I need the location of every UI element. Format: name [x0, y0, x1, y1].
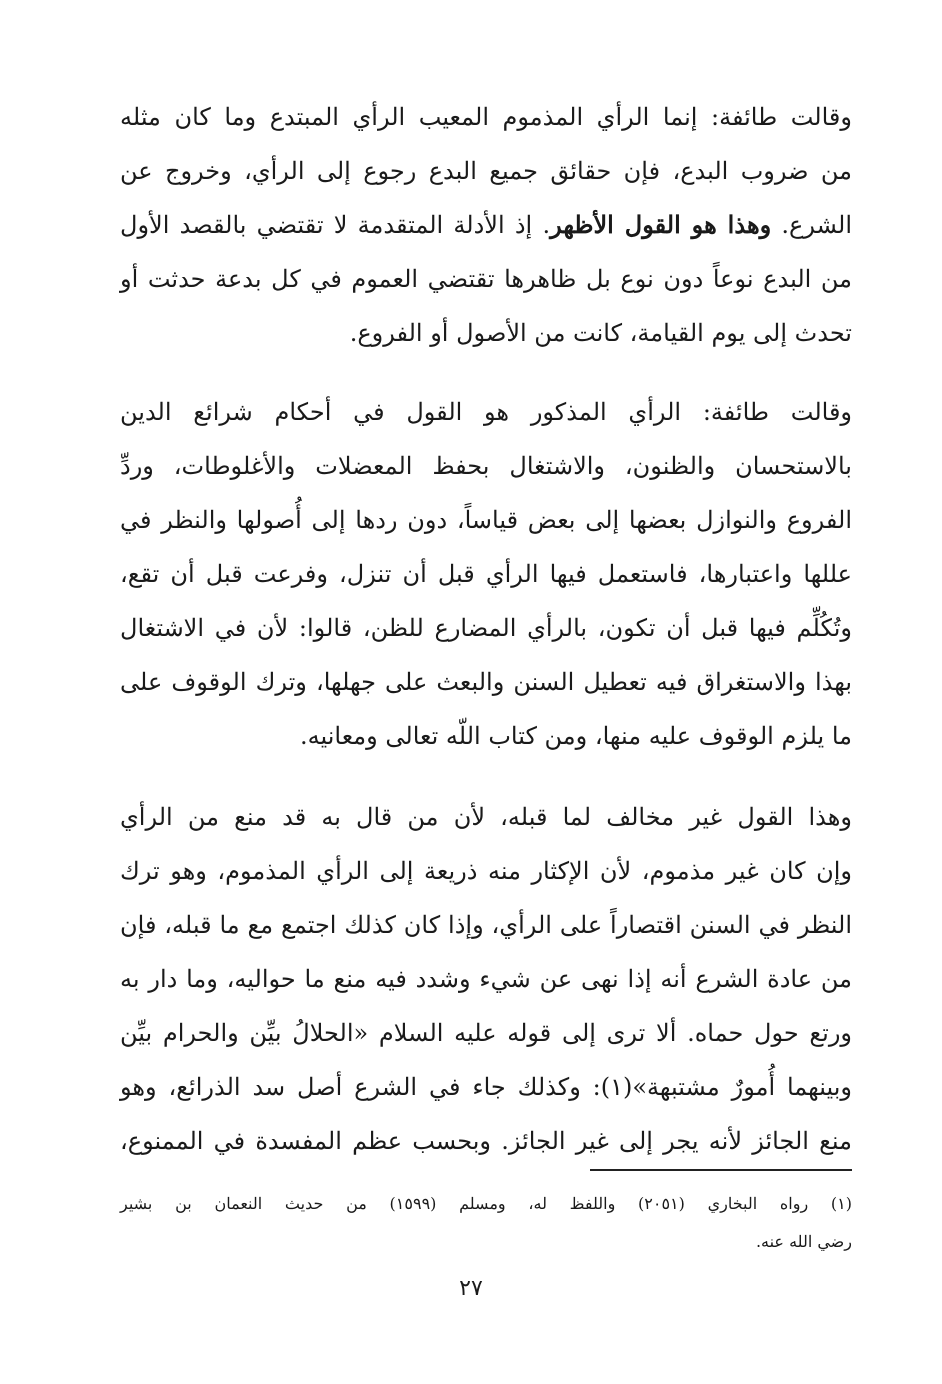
footnote: [120, 1185, 852, 1261]
text-line: تحدث إلى يوم القيامة، كانت من الأصول أو الفروع.: [349, 319, 852, 347]
text-line: وبينهما أُمورٌ مشتبهة»(١): وكذلك جاء في الشرع أصل سد الذرائع، وهو: [120, 1073, 852, 1101]
text-line: بهذا والاستغراق فيه تعطيل السنن والبعث على جهلها، وترك الوقوف على: [120, 668, 852, 696]
footnote-separator: [590, 1169, 852, 1171]
text-line: النظر في السنن اقتصاراً على الرأي، وإذا كان كذلك اجتمع مع ما قبله، فإن: [120, 911, 852, 939]
text-line: منع الجائز لأنه يجر إلى غير الجائز. وبحسب عظم المفسدة في الممنوع،: [120, 1127, 852, 1155]
text-line-with-bold: [120, 198, 852, 252]
text-line: وقالت طائفة: الرأي المذكور هو القول في أحكام شرائع الدين: [120, 398, 852, 426]
text-line: من ضروب البدع، فإن حقائق جميع البدع رجوع إلى الرأي، وخروج عن: [120, 157, 852, 185]
bold-phrase: وهذا هو القول الأظهر: [550, 210, 772, 239]
paragraph-3: [120, 790, 852, 1168]
text-line: ما يلزم الوقوف عليه منها، ومن كتاب اللّه تعالى ومعانيه.: [300, 722, 852, 750]
text-line: عللها واعتبارها، فاستعمل فيها الرأي قبل أن تنزل، وفرعت قبل أن تقع،: [120, 560, 852, 588]
text-segment: الشرع.: [771, 211, 852, 239]
text-line: وإن كان غير مذموم، لأن الإكثار منه ذريعة إلى الرأي المذموم، وهو ترك: [120, 857, 852, 885]
text-line: بالاستحسان والظنون، والاشتغال بحفظ المعضلات والأغلوطات، وردِّ: [120, 452, 852, 480]
text-line: من عادة الشرع أنه إذا نهى عن شيء وشدد فيه منع ما حواليه، وما دار به: [120, 965, 852, 993]
text-line: ورتع حول حماه. ألا ترى إلى قوله عليه السلام «الحلالُ بيِّن والحرام بيِّن: [120, 1019, 852, 1047]
text-line: الفروع والنوازل بعضها إلى بعض قياساً، دون ردها إلى أُصولها والنظر في: [120, 506, 852, 534]
text-line: وتُكُلِّم فيها قبل أن تكون، بالرأي المضارع للظن، قالوا: لأن في الاشتغال: [120, 614, 852, 642]
text-line: من البدع نوعاً دون نوع بل ظاهرها تقتضي العموم في كل بدعة حدثت أو: [120, 265, 852, 293]
text-segment: . إذ الأدلة المتقدمة لا تقتضي بالقصد الأول: [120, 211, 551, 239]
footnote-line: (١) رواه البخاري (٢٠٥١) واللفظ له، ومسلم (١٥٩٩) من حديث النعمان بن بشير: [120, 1194, 852, 1213]
paragraph-2: [120, 385, 852, 763]
page-number: ٢٧: [459, 1276, 483, 1301]
text-line: وهذا القول غير مخالف لما قبله، لأن من قال به قد منع من الرأي: [120, 803, 852, 831]
footnote-line: رضي الله عنه.: [755, 1232, 852, 1251]
text-line: وقالت طائفة: إنما الرأي المذموم المعيب الرأي المبتدع وما كان مثله: [120, 103, 852, 131]
paragraph-1: [120, 90, 852, 360]
